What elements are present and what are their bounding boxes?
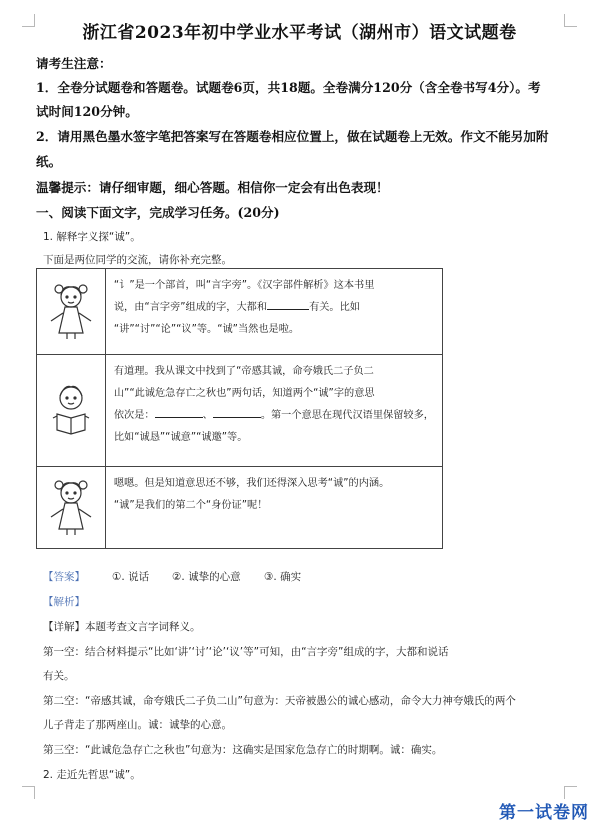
answer-blank-1[interactable] <box>267 297 309 310</box>
crop-mark-bottom-left <box>22 786 35 799</box>
answer-blank-2[interactable] <box>155 405 203 418</box>
dialog-text-2 <box>105 355 442 467</box>
figure-cell <box>37 467 106 549</box>
analysis-blank-1-line-1: 第一空：结合材料提示“比如‘讲’‘讨’‘论’‘议’等”可知，由“言字旁”组成的字，大都和说话 <box>43 646 449 658</box>
answer-blank-3[interactable] <box>213 405 261 418</box>
boy-reading-icon <box>41 378 101 440</box>
dialog-2-line-3a: 依次是： <box>113 410 155 421</box>
notice-item-2-line-1: 2．请用黑色墨水签字笔把答案写在答题卷相应位置上，做在试题卷上无效。作文不能另加附 <box>36 129 549 144</box>
notice-item-2-line-2: 纸。 <box>36 154 62 169</box>
figure-cell <box>37 355 106 467</box>
dialog-table <box>36 268 443 549</box>
dialog-2-line-3b: 、 <box>202 410 213 421</box>
dialog-2-line-3 <box>114 405 434 427</box>
analysis-blank-2-line-1: 第二空：“帝感其诚，命夸娥氏二子负二山”句意为：天帝被愚公的诚心感动，命令大力神夸娥氏的两个 <box>43 695 516 707</box>
page-title: 浙江省2023年初中学业水平考试（湖州市）语文试题卷 <box>82 23 517 43</box>
dialog-3-line-2: “诚”是我们的第二个“身份证”呢！ <box>113 500 268 511</box>
analysis-blank-1-line-2: 有关。 <box>43 670 75 682</box>
analysis-detail: 【详解】本题考查文言字词释义。 <box>43 621 201 633</box>
answer-label: 【答案】 <box>43 571 85 583</box>
girl-icon <box>41 279 101 341</box>
dialog-1-line-2b: 有关。比如 <box>309 302 360 313</box>
dialog-text-1 <box>105 269 442 355</box>
figure-cell <box>37 269 106 355</box>
dialog-row <box>37 269 443 355</box>
section-1-heading: 一、阅读下面文字，完成学习任务。(20分) <box>36 205 280 220</box>
dialog-1-line-2a: 说，由“言字旁”组成的字，大都和 <box>113 302 268 313</box>
question-1-stem: 1. 解释字义探“诚”。 <box>43 231 141 243</box>
girl-icon <box>41 475 101 537</box>
analysis-blank-2-line-2: 儿子背走了那两座山。诚：诚挚的心意。 <box>43 719 232 731</box>
dialog-row <box>37 467 443 549</box>
dialog-1-line-1: “讠”是一个部首，叫“言字旁”。《汉字部件解析》这本书里 <box>113 280 375 291</box>
dialog-1-line-3: “讲”“讨”“论”“议”等。“诚”当然也是啦。 <box>113 324 300 335</box>
question-2-stem: 2. 走近先哲思“诚”。 <box>43 769 141 781</box>
dialog-text-3 <box>105 467 442 549</box>
notice-item-1-line-2: 试时间120分钟。 <box>36 104 138 119</box>
dialog-1-line-2 <box>114 297 434 319</box>
answer-2: ②. 诚挚的心意 <box>172 571 241 583</box>
notice-heading: 请考生注意： <box>36 56 112 71</box>
footer-brand-watermark: 第一试卷网 <box>499 803 589 823</box>
warm-tip: 温馨提示：请仔细审题，细心答题。相信你一定会有出色表现！ <box>36 180 389 195</box>
dialog-2-line-4: 比如“诚恳”“诚意”“诚邀”等。 <box>113 432 248 443</box>
analysis-label: 【解析】 <box>43 596 85 608</box>
question-1-intro: 下面是两位同学的交流，请你补充完整。 <box>43 254 232 266</box>
dialog-2-line-2: 山”“此诚危急存亡之秋也”两句话，知道两个“诚”字的意思 <box>113 388 375 399</box>
notice-item-1-line-1: 1．全卷分试题卷和答题卷。试题卷6页，共18题。全卷满分120分（含全卷书写4分）。考 <box>36 80 541 95</box>
dialog-row <box>37 355 443 467</box>
dialog-2-line-1: 有道理。我从课文中找到了“帝感其诚，命夸娥氏二子负二 <box>113 366 374 377</box>
dialog-3-line-1: 嗯嗯。但是知道意思还不够，我们还得深入思考“诚”的内涵。 <box>113 478 390 489</box>
answer-1: ①. 说话 <box>112 571 150 583</box>
dialog-2-line-3c: 。第一个意思在现代汉语里保留较多， <box>260 410 434 421</box>
analysis-blank-3: 第三空：“此诚危急存亡之秋也”句意为：这确实是国家危急存亡的时期啊。诚：确实。 <box>43 744 443 756</box>
answer-3: ③. 确实 <box>264 571 302 583</box>
